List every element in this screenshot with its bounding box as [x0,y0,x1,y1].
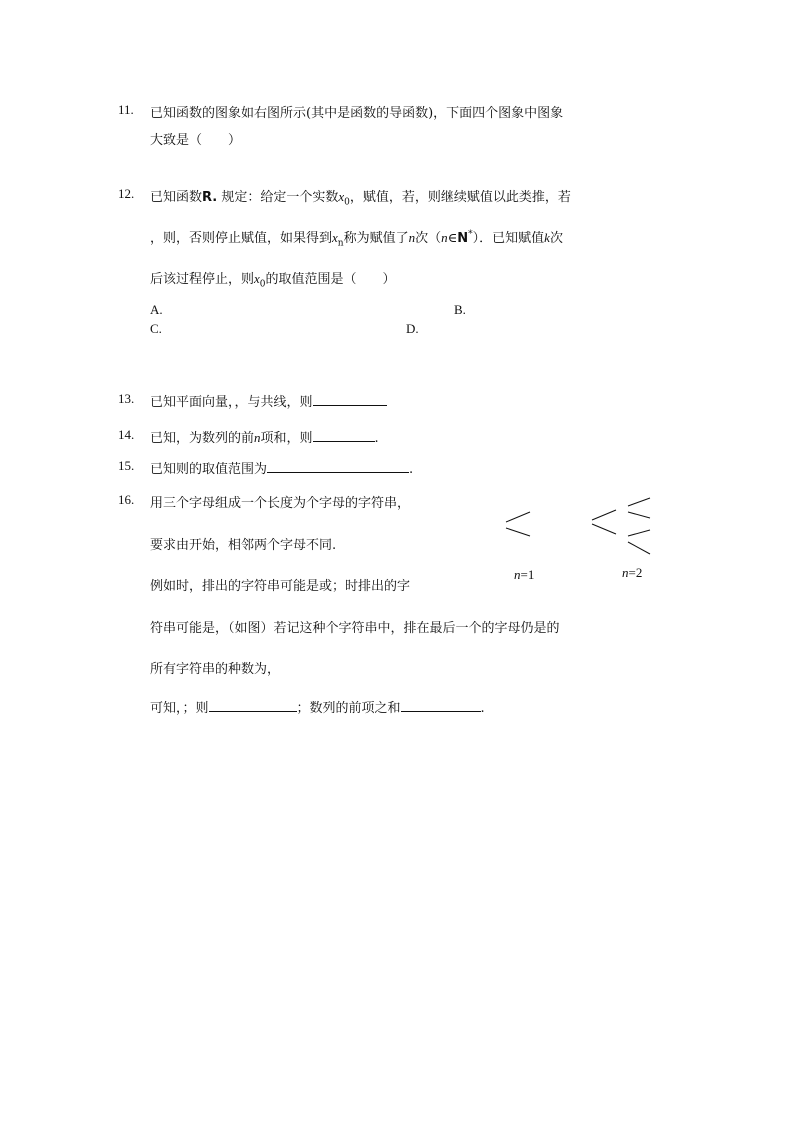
tree-label-n1 [514,567,534,583]
q16-line2: 要求由开始，相邻两个字母不同. [150,538,337,553]
q11-line1: 已知函数的图象如右图所示(其中是函数的导函数)，下面四个图象中图象 [150,106,564,121]
tree-branch [628,498,650,506]
tree-branch [628,512,650,518]
q14-label: 项和，则 [260,431,313,446]
q13-number: 13. [118,391,135,406]
tree-branch [628,542,650,554]
q11-number: 11. [118,102,134,117]
q12-N: N [457,231,469,246]
q12-line2 [150,227,563,249]
q12-k: k [544,230,550,245]
q16-number: 16. [118,492,135,507]
q14-n: n [254,430,261,445]
q12-number: 12. [118,186,135,201]
q12-option-b: B. [454,302,466,317]
tree-label-val: =1 [520,567,535,582]
q12-text: 的取值范围是（ ） [265,272,396,287]
tree-branch [628,530,650,536]
q12-text: 规定：给定一个实数 [221,190,339,205]
q12-text: 次（ [415,231,442,246]
q12-option-d: D. [406,321,419,336]
tree-branch [592,510,616,520]
q15-text [150,458,413,477]
tree-branch [506,512,530,522]
q12-sub0: 0 [344,197,350,208]
q13-label: 已知平面向量，，与共线，则 [150,395,313,410]
q12-option-c: C. [150,321,162,336]
q13-text [150,391,387,410]
tree-diagram-n2 [588,494,658,558]
q12-x0: x [338,189,345,204]
tree-diagram-n1 [500,508,540,544]
q12-xn: x [332,230,338,245]
q16-line4: 符串可能是，（如图）若记这种个字符串中，排在最后一个的字母仍是的 [150,621,560,636]
q12-text: ，则，否则停止赋值，如果得到 [150,231,333,246]
q12-option-a: A. [150,302,163,317]
q14-label: 已知，为数列的前 [150,431,255,446]
q12-sub0: 0 [259,279,266,290]
q15-label: 已知则的取值范围为 [150,462,268,477]
q15-number: 15. [118,458,135,473]
q16-line5: 所有字符串的种数为， [150,662,281,677]
tree-branch [592,524,616,534]
q12-star: * [468,229,473,240]
q15-answer-blank[interactable] [267,458,409,473]
q12-text: 次 [549,231,563,246]
tree-label-var: n [622,565,629,580]
q12-text: 后该过程停止，则 [150,272,255,287]
q16-label: 可知，；则 [150,701,209,716]
q16-answer-blank-1[interactable] [209,697,297,712]
q16-line6 [150,697,485,716]
q12-line3 [150,268,396,290]
q15-period: . [409,462,414,477]
q12-in: ∈ [447,231,458,246]
q14-text [150,427,379,446]
q12-text: ，赋值，若，则继续赋值以此类推，若 [349,190,571,205]
q13-answer-blank[interactable] [313,391,387,406]
tree-label-n2 [622,565,642,581]
q12-text: ）．已知赋值 [472,231,545,246]
q12-n: n [408,230,416,245]
q12-line1 [150,186,571,208]
q16-label: ；数列的前项之和 [296,701,401,716]
q16-line1: 用三个字母组成一个长度为个字母的字符串， [150,496,411,511]
q12-text: 称为赋值了 [343,231,409,246]
q14-number: 14. [118,427,135,442]
tree-label-var: n [514,567,521,582]
q14-answer-blank[interactable] [313,427,375,442]
tree-label-val: =2 [628,565,643,580]
q12-R: R. [202,190,218,205]
q12-subn: n [337,238,344,249]
q12-text: 已知函数 [150,190,203,205]
q16-period: . [480,701,485,716]
q14-period: . [374,431,379,446]
q16-line3: 例如时，排出的字符串可能是或；时排出的字 [150,579,411,594]
q12-x0: x [254,271,260,286]
q11-line2: 大致是（ ） [150,133,242,148]
q16-answer-blank-2[interactable] [401,697,481,712]
q12-n2: n [441,230,448,245]
tree-branch [506,528,530,536]
